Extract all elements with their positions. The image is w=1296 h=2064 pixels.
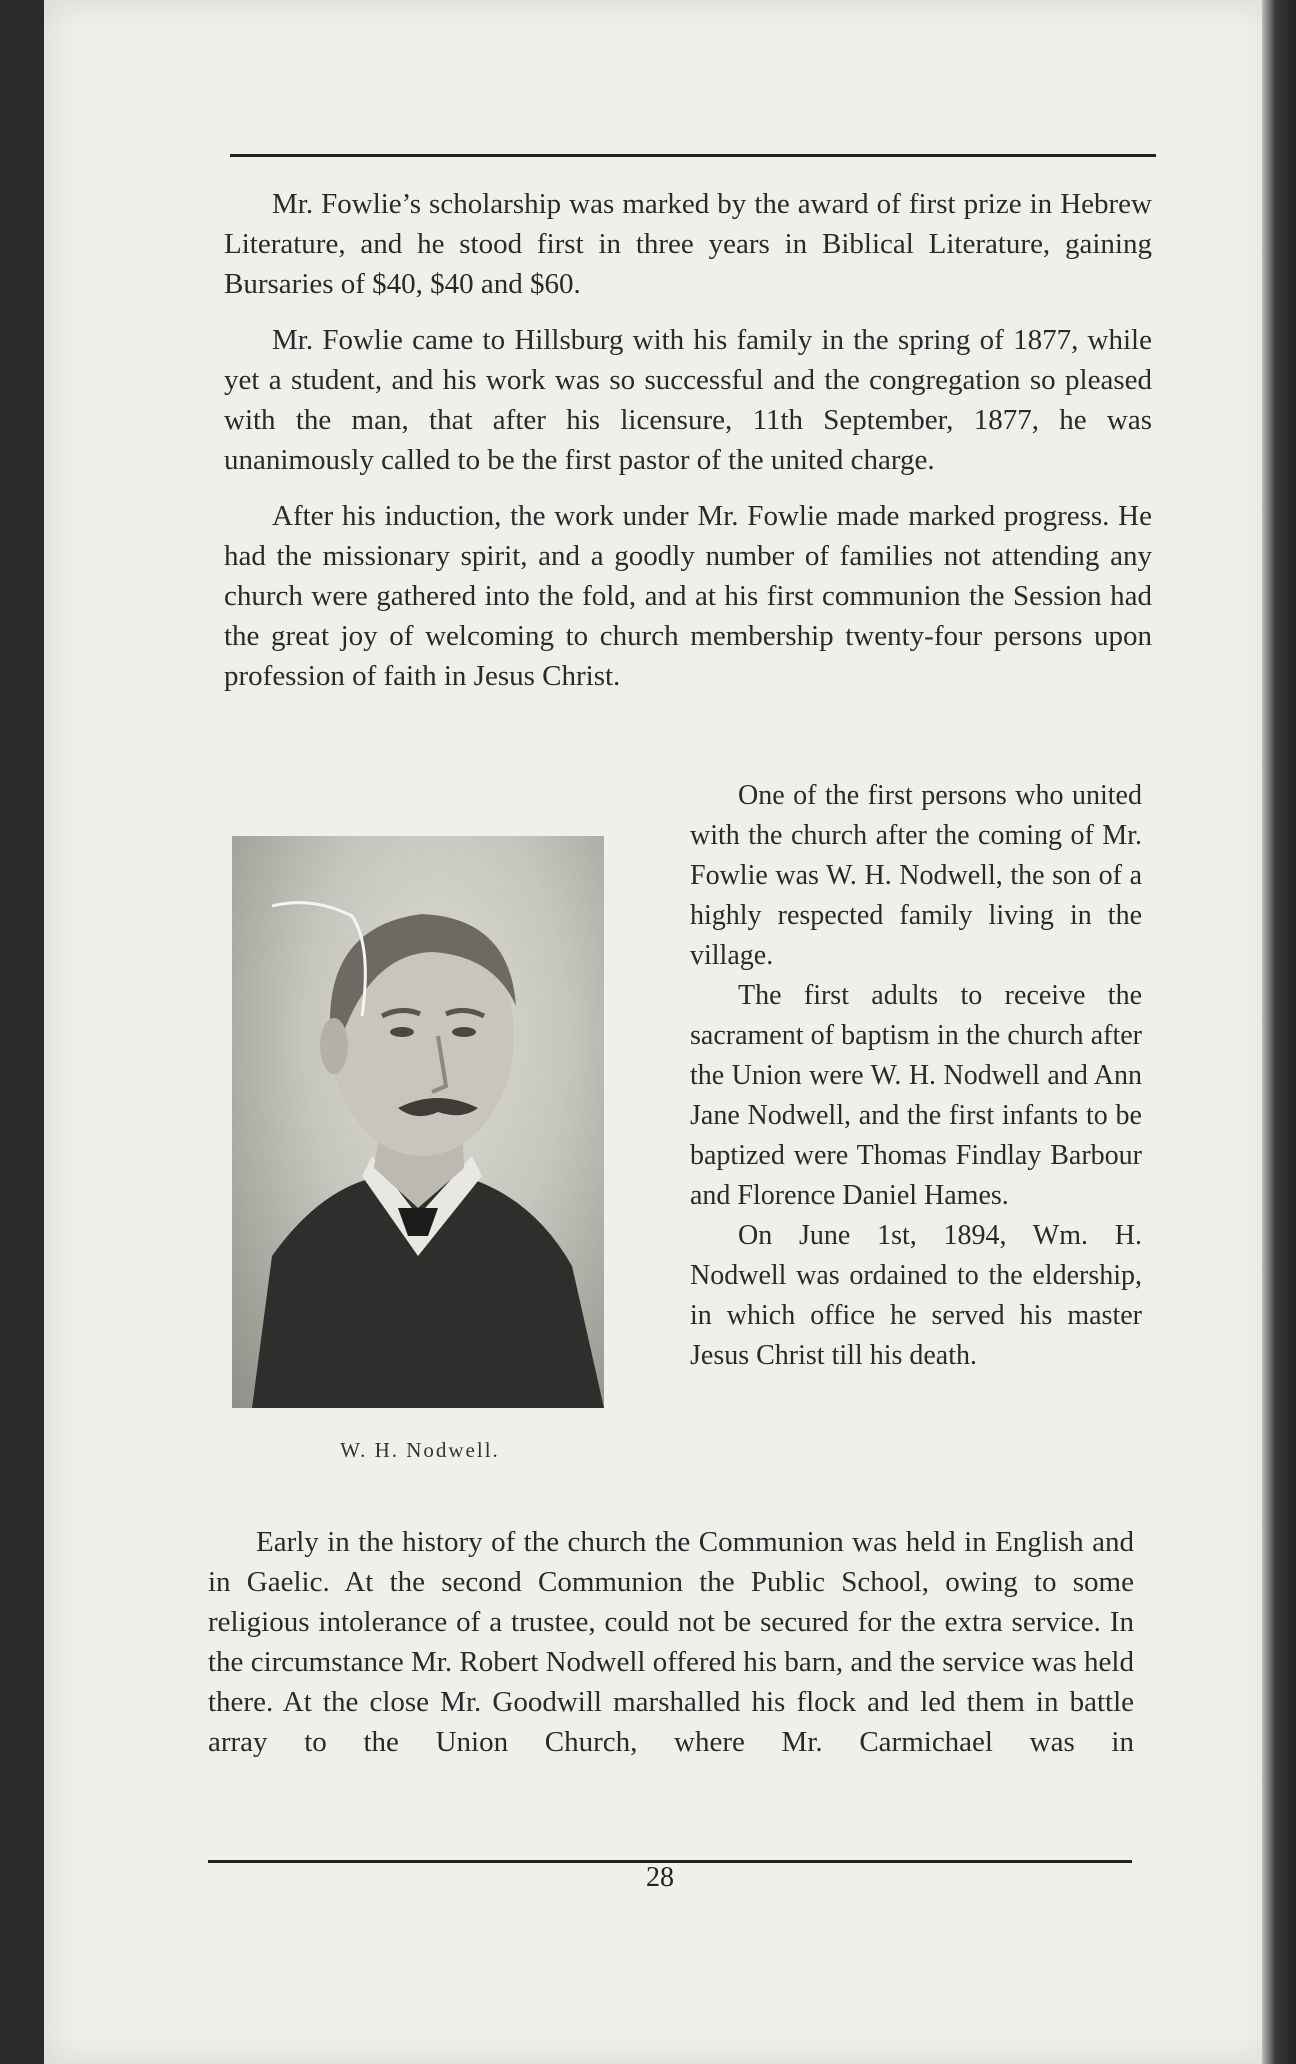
paragraph-induction: After his induction, the work under Mr. Fowlie made marked progress. He had the missionary spirit, and a goodly number of families not attending any church were gathered into the fold, and at his first communion the Session had the great joy of welcoming to church membership twenty-four persons upon profession of faith in Jesus Christ.	[224, 500, 1152, 692]
top-rule	[230, 154, 1156, 157]
paragraph-communion-history: Early in the history of the church the Communion was held in English and in Gaelic. At the second Communion the Public School, owing to some religious intolerance of a trustee, could not be secured for the extra service. In the circumstance Mr. Robert Nodwell offered his barn, and the service was held there. At the close Mr. Goodwill marshalled his flock and led them in battle array to the Union Church, where Mr. Carmichael was in	[208, 1526, 1134, 1758]
side-text-block	[690, 776, 1142, 1376]
paragraph-first-baptisms: The first adults to receive the sacrament of baptism in the church after the Union were W. H. Nodwell and Ann Jane Nodwell, and the first infants to be baptized were Thomas Findlay Barbour and Florence Daniel Hames.	[690, 980, 1142, 1211]
photo-caption: W. H. Nodwell.	[340, 1438, 500, 1462]
paragraph-hillsburg-arrival: Mr. Fowlie came to Hillsburg with his family in the spring of 1877, while yet a student, and his work was so successful and the congregation so pleased with the man, that after his licensure, 11th September, 1877, he was unanimously called to be the first pastor of the united charge.	[224, 324, 1152, 476]
paragraph-nodwell-joined: One of the first persons who united with the church after the coming of Mr. Fowlie was W. H. Nodwell, the son of a highly respected family living in the village.	[690, 780, 1142, 971]
page-number: 28	[646, 1862, 674, 1893]
portrait-photo	[232, 836, 604, 1408]
paragraph-scholarship: Mr. Fowlie’s scholarship was marked by the award of first prize in Hebrew Literature, and he stood first in three years in Biblical Literature, gaining Bursaries of $40, $40 and $60.	[224, 188, 1152, 300]
top-text-block	[224, 184, 1152, 696]
paragraph-eldership: On June 1st, 1894, Wm. H. Nodwell was ordained to the eldership, in which office he served his master Jesus Christ till his death.	[690, 1220, 1142, 1371]
portrait-illustration	[232, 836, 604, 1408]
book-spine-shadow	[1262, 0, 1296, 2064]
bottom-text-block	[208, 1522, 1134, 1762]
